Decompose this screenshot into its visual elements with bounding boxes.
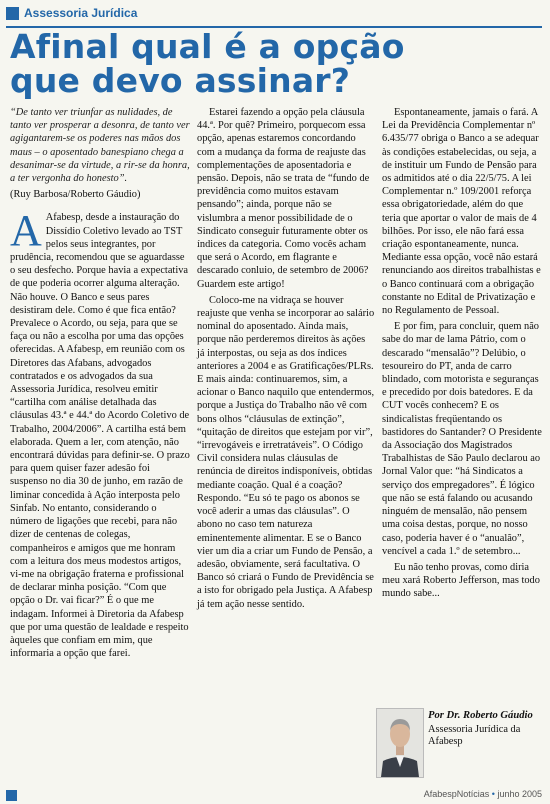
footer-marker: [6, 790, 17, 801]
section-header: [6, 6, 542, 28]
section-title: Assessoria Jurídica: [24, 6, 138, 20]
article-paragraph-3: Coloco-me na vidraça se houver reajuste que venha se incorporar ao salário nominal do aposentado. Ainda mais, porque não perderemos direitos às ações já interpostas, ou seja as dos índices anteriores a 2004 e as Gratificações/PLRs. E mais ainda: continuaremos, sim, a acionar o Banco naquilo que entendermos, porque a Justiça do Trabalho não vê com bons olhos “cláusulas de extinção”, “quitação de direitos que estejam por vir”, “irrevogáveis e irretratáveis”. O Código Civil considera nulas cláusulas de renúncia de direitos indisponíveis, obtidas mediante coação. Qual é a coação? Respondo. “Eu só te pago os abonos se você aderir a umas das cláusulas”. O abono no caso tem natureza eminentemente alimentar. E se o Banco vier um dia a criar um Fundo de Pensão, a adesão, obviamente, será facultativa. O Banco só criará o Fundo de Previdência se a isto for obrigado pela Justiça. A Afabesp já tem ação nesse sentido.: [197, 294, 375, 610]
author-box: [376, 708, 542, 780]
footer-date: junho 2005: [497, 789, 542, 799]
headline-line-2: que devo assinar?: [10, 61, 351, 100]
drop-cap: A: [10, 206, 42, 256]
article-paragraph-2: Estarei fazendo a opção pela cláusula 44.ª. Por quê? Primeiro, porquecom essa opção, apenas estaremos concordando com a mudança da forma de reajuste das complementações de aposentadoria e pensão. Depois, não se trata de “fundo de previdência como muitos estavam pensando”; ainda, porque não se vislumbra a menor possibilidade de o Sindicato conseguir futuramente obter os índices da categoria. Como vocês acham que será o Acordo, em flagrante e descarado conluio, de setembro de 2006? Guardem este artigo!: [197, 107, 370, 290]
article-paragraph-4: Espontaneamente, jamais o fará. A Lei da Previdência Complementar nº 6.435/77 obriga o Banco a se adequar às condições estabelecidas, ou seja, a de instituir um Fundo de Pensão para os admitidos até o dia 22/5/75. A lei Complementar n.º 109/2001 reforça essa obrigatoriedade, além do que teria que aportar o valor de mais de 4 bilhões. Por isso, ele não fará essa criação espontaneamente, nunca. Mediante essa opção, você não estará renunciando aos direitos trabalhistas e o Banco continuará com a obrigação constante no Edital de Privatização e no Regulamento de Pessoal.: [382, 107, 541, 317]
column-3: [382, 106, 543, 604]
article-paragraph-6: Eu não tenho provas, como diria meu xará Roberto Jefferson, mas todo mundo sabe...: [382, 561, 540, 600]
epigraph-credit: (Ruy Barbosa/Roberto Gáudio): [10, 189, 141, 201]
article-paragraph-5: E por fim, para concluir, quem não sabe do mar de lama Pátrio, com o descarado “mensalão”? Delúbio, o tesoureiro do PT, anda de carro blindado, com motorista e seguranças e precedido por dois batedores. E da CUT vocês conhecem? E os sindicalistas freqüentando os bastidores do Santander? O Presidente da Associação dos Magistrados Trabalhistas de São Paulo declarou ao Jornal Valor que: “há Sindicatos a serviço dos empregadores”. É lógico que não se está falando ou acusando ninguém de mensalão, não pensem uma coisa destas, porque, no nosso caso, poderia haver é o “anualão”, vencível a cada 1.º de setembro...: [382, 321, 542, 557]
section-marker: [6, 7, 19, 20]
author-portrait-icon: [377, 709, 423, 777]
footer-separator: •: [491, 789, 495, 799]
page-title: [10, 27, 540, 100]
page-footer: [424, 789, 542, 799]
article-paragraph-1: Afabesp, desde a instauração do Dissídio Coletivo levado ao TST pelos seus integrantes, por prudência, recomendou que se aguardasse o seu desfecho. Porque havia a expectativa de que poderia ocorrer alguma alteração. Não houve. O Banco e seus pares desistiram dele. Como é que fica então? Prevalece o Acordo, ou seja, para que se faça ou não a escolha por uma das opções oferecidas. A Afabesp, em reunião com os Diretores das Afabans, advogados contratados e os advogados da sua Assessoria Jurídica, resolveu emitir “cartilha com análise detalhada das cláusulas 43.ª e 44.ª do Acordo Coletivo de Trabalho, 2004/2006”. A cartilha está bem elaborada. Quem a ler, com atenção, não encontrará dúvidas para definir-se. O prazo para quem quiser fazer adesão foi suspenso no dia 30 de junho, em razão de liminar concedida à Ação interposta pelo Sinfab. No entanto, considerando o número de ligações que recebi, para não dizer de centenas de colegas, companheiros e amigos que me honram com a leitura dos meus modestos artigos, vi-me na obrigação fraterna e profissional de declarar minha posição. “Com que opção o Dr. vai ficar?” É o que me indagam. Informei à Diretoria da Afabesp que por uma questão de lealdade e respeito àqueles que confiam em mim, que informaria a opção que farei.: [10, 212, 190, 660]
author-name: Por Dr. Roberto Gáudio: [428, 710, 533, 721]
column-1: [10, 106, 190, 663]
footer-publication: AfabespNotícias: [423, 789, 490, 799]
column-2: [197, 106, 375, 614]
epigraph-quote: “De tanto ver triunfar as nulidades, de tanto ver prosperar a desonra, de tanto ver agigantarem-se os poderes nas mãos dos maus – o aposentado banespiano chega a desanimar-se da virtude, a rir-se da honra, a ter vergonha do honesto”.: [10, 107, 190, 185]
author-role: Assessoria Jurídica da Afabesp: [428, 724, 521, 747]
headline-line-1: Afinal qual é a opção: [10, 27, 405, 66]
author-photo: [376, 708, 424, 778]
